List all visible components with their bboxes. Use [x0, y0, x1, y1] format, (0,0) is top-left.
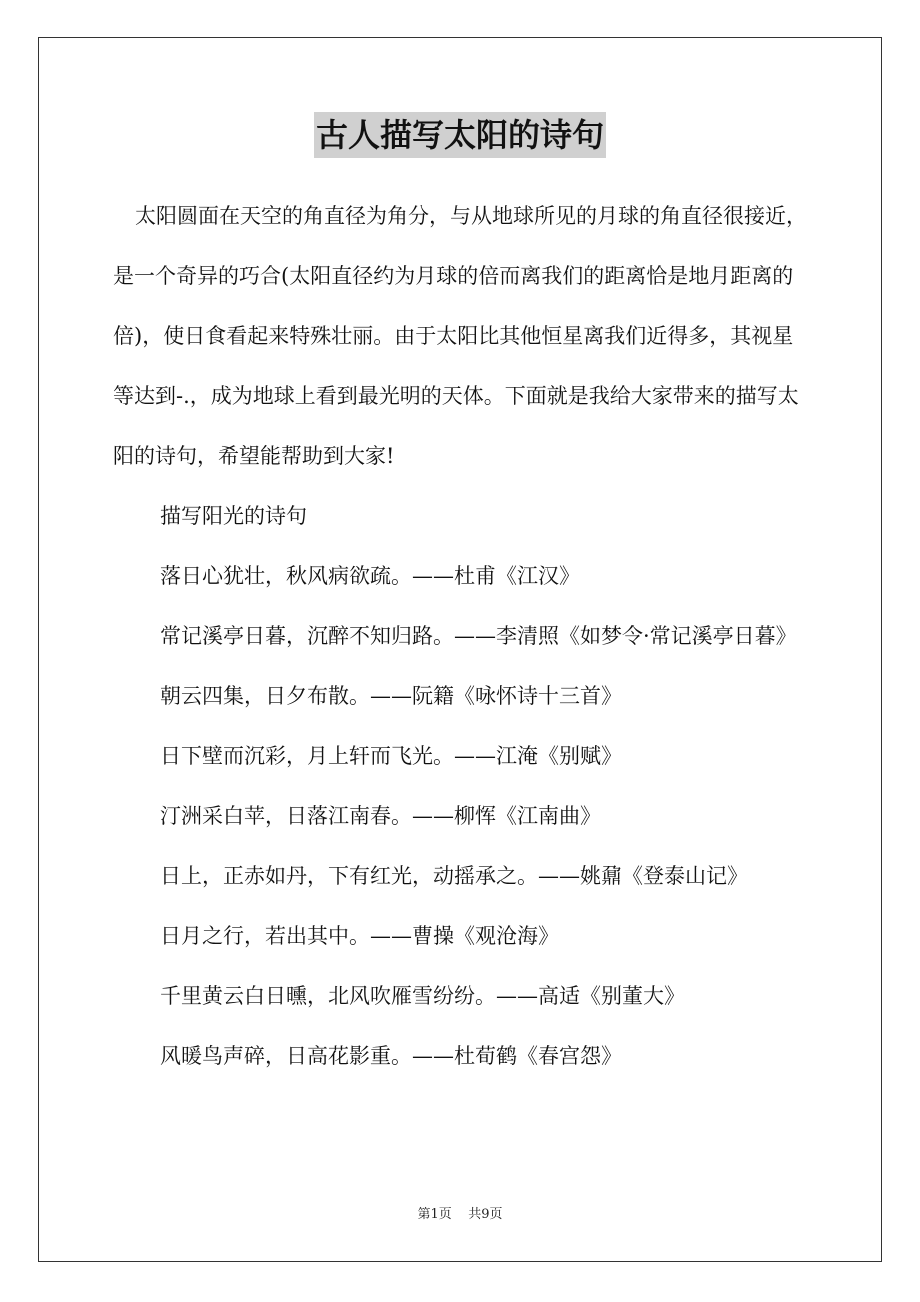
- page-number: 第1页: [417, 1207, 452, 1222]
- section-heading: 描写阳光的诗句: [160, 504, 307, 528]
- poem-line: 汀洲采白苹，日落江南春。——柳恽《江南曲》: [160, 804, 601, 828]
- document-title: 古人描写太阳的诗句: [314, 112, 606, 158]
- page-footer: [0, 1205, 920, 1225]
- poem-line: 千里黄云白日曛，北风吹雁雪纷纷。——高适《别董大》: [160, 984, 685, 1008]
- poem-line: 朝云四集，日夕布散。——阮籍《咏怀诗十三首》: [160, 684, 622, 708]
- poem-line: 常记溪亭日暮，沉醉不知归路。——李清照《如梦令·常记溪亭日暮》: [160, 624, 797, 648]
- document-body: [113, 186, 807, 1086]
- intro-paragraph: 太阳圆面在天空的角直径为角分，与从地球所见的月球的角直径很接近，是一个奇异的巧合(太阳直径约为月球的倍而离我们的距离恰是地月距离的倍)，使日食看起来特殊壮丽。由于太阳比其他恒星离我们近得多，其视星等达到-.，成为地球上看到最光明的天体。下面就是我给大家带来的描写太阳的诗句，希望能帮助到大家!: [113, 204, 807, 468]
- poem-line: 日月之行，若出其中。——曹操《观沧海》: [160, 924, 559, 948]
- poem-line: 风暖鸟声碎，日高花影重。——杜荀鹤《春宫怨》: [160, 1044, 622, 1068]
- poem-line: 日下壁而沉彩，月上轩而飞光。——江淹《别赋》: [160, 744, 622, 768]
- poem-line: 日上，正赤如丹，下有红光，动摇承之。——姚鼐《登泰山记》: [160, 864, 748, 888]
- page-total: 共9页: [468, 1207, 503, 1222]
- poem-line: 落日心犹壮，秋风病欲疏。——杜甫《江汉》: [160, 564, 580, 588]
- title-container: [0, 112, 920, 158]
